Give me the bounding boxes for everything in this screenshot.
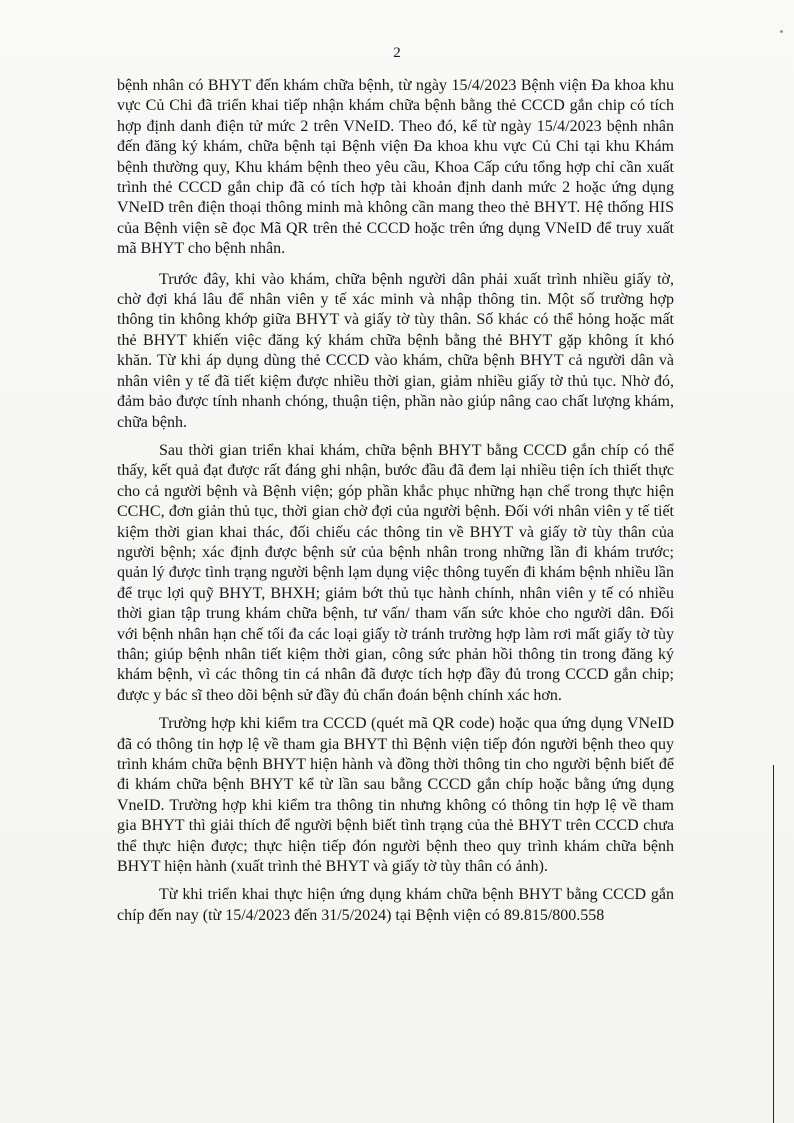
scan-speck <box>780 30 783 33</box>
paragraph-2: Trước đây, khi vào khám, chữa bệnh người dân phải xuất trình nhiều giấy tờ, chờ đợi khá lâu để nhân viên y tế xác minh và nhập thông tin. Một số trường hợp thông tin không khớp giữa BHYT và giấy tờ tùy thân. Số khác có thể hỏng hoặc mất thẻ BHYT khiến việc đăng ký khám chữa bệnh bằng thẻ BHYT gặp không ít khó khăn. Từ khi áp dụng dùng thẻ CCCD vào khám, chữa bệnh BHYT cả người dân và nhân viên y tế đã tiết kiệm được nhiều thời gian, giảm nhiều giấy tờ thủ tục. Nhờ đó, đảm bảo được tính nhanh chóng, thuận tiện, phần nào giúp nâng cao chất lượng khám, chữa bệnh. <box>117 270 674 431</box>
paragraph-4: Trường hợp khi kiểm tra CCCD (quét mã QR code) hoặc qua ứng dụng VNeID đã có thông tin hợp lệ về tham gia BHYT thì Bệnh viện tiếp đón người bệnh theo quy trình khám chữa bệnh BHYT hiện hành và đồng thời thông tin cho người bệnh biết để đi khám chữa bệnh BHYT kể từ lần sau bằng CCCD gắn chíp hoặc bằng ứng dụng VneID. Trường hợp khi kiểm tra thông tin nhưng không có thông tin hợp lệ về tham gia BHYT thì giải thích để người bệnh biết tình trạng của thẻ BHYT trên CCCD chưa thể thực hiện được; thực hiện tiếp đón người bệnh theo quy trình khám chữa bệnh BHYT hiện hành (xuất trình thẻ BHYT và giấy tờ tùy thân có ảnh). <box>117 715 674 876</box>
document-body <box>117 76 674 934</box>
paragraph-3: Sau thời gian triển khai khám, chữa bệnh BHYT bằng CCCD gắn chíp có thể thấy, kết quả đạt được rất đáng ghi nhận, bước đầu đã đem lại nhiều tiện ích thiết thực cho cả người bệnh và Bệnh viện; góp phần khắc phục những hạn chế trong thực hiện CCHC, đơn giản thủ tục, thời gian chờ đợi của người bệnh. Đối với nhân viên y tế tiết kiệm thời gian khai thác, đối chiếu các thông tin về BHYT và giấy tờ tùy thân của người bệnh; xác định được bệnh sử của bệnh nhân trong những lần đi khám trước; quản lý được tình trạng người bệnh lạm dụng việc thông tuyến đi khám bệnh nhiều lần để trục lợi quỹ BHYT, BHXH; giảm bớt thủ tục hành chính, nhân viên y tế có nhiều thời gian tập trung khám chữa bệnh, tư vấn/ tham vấn sức khỏe cho người dân. Đối với bệnh nhân hạn chế tối đa các loại giấy tờ tránh trường hợp làm rơi mất giấy tờ tùy thân; giúp bệnh nhân tiết kiệm thời gian, công sức phản hồi thông tin trong đăng ký khám bệnh, vì các thông tin cá nhân đã được tích hợp đầy đủ trong CCCD gắn chip; được y bác sĩ theo dõi bệnh sử đầy đủ chẩn đoán bệnh chính xác hơn. <box>117 441 674 704</box>
paragraph-5: Từ khi triển khai thực hiện ứng dụng khám chữa bệnh BHYT bằng CCCD gắn chíp đến nay (từ 15/4/2023 đến 31/5/2024) tại Bệnh viện có 89.815/800.558 <box>117 886 674 924</box>
paragraph-1: bệnh nhân có BHYT đến khám chữa bệnh, từ ngày 15/4/2023 Bệnh viện Đa khoa khu vực Củ Chi đã triển khai tiếp nhận khám chữa bệnh bằng thẻ CCCD gắn chip có tích hợp định danh điện tử mức 2 trên VNeID. Theo đó, kể từ ngày 15/4/2023 bệnh nhân đến đăng ký khám, chữa bệnh tại Bệnh viện Đa khoa khu vực Củ Chi tại khu Khám bệnh thường quy, Khu khám bệnh theo yêu cầu, Khoa Cấp cứu tổng hợp chỉ cần xuất trình thẻ CCCD gắn chip đã có tích hợp tài khoản định danh mức 2 hoặc ứng dụng VNeID trên điện thoại thông minh mà không cần mang theo thẻ BHYT. Hệ thống HIS của Bệnh viện sẽ đọc Mã QR trên thẻ CCCD hoặc trên ứng dụng VNeID để truy xuất mã BHYT cho bệnh nhân. <box>117 77 674 258</box>
page-number: 2 <box>393 45 401 61</box>
scan-edge-line <box>773 765 774 1123</box>
